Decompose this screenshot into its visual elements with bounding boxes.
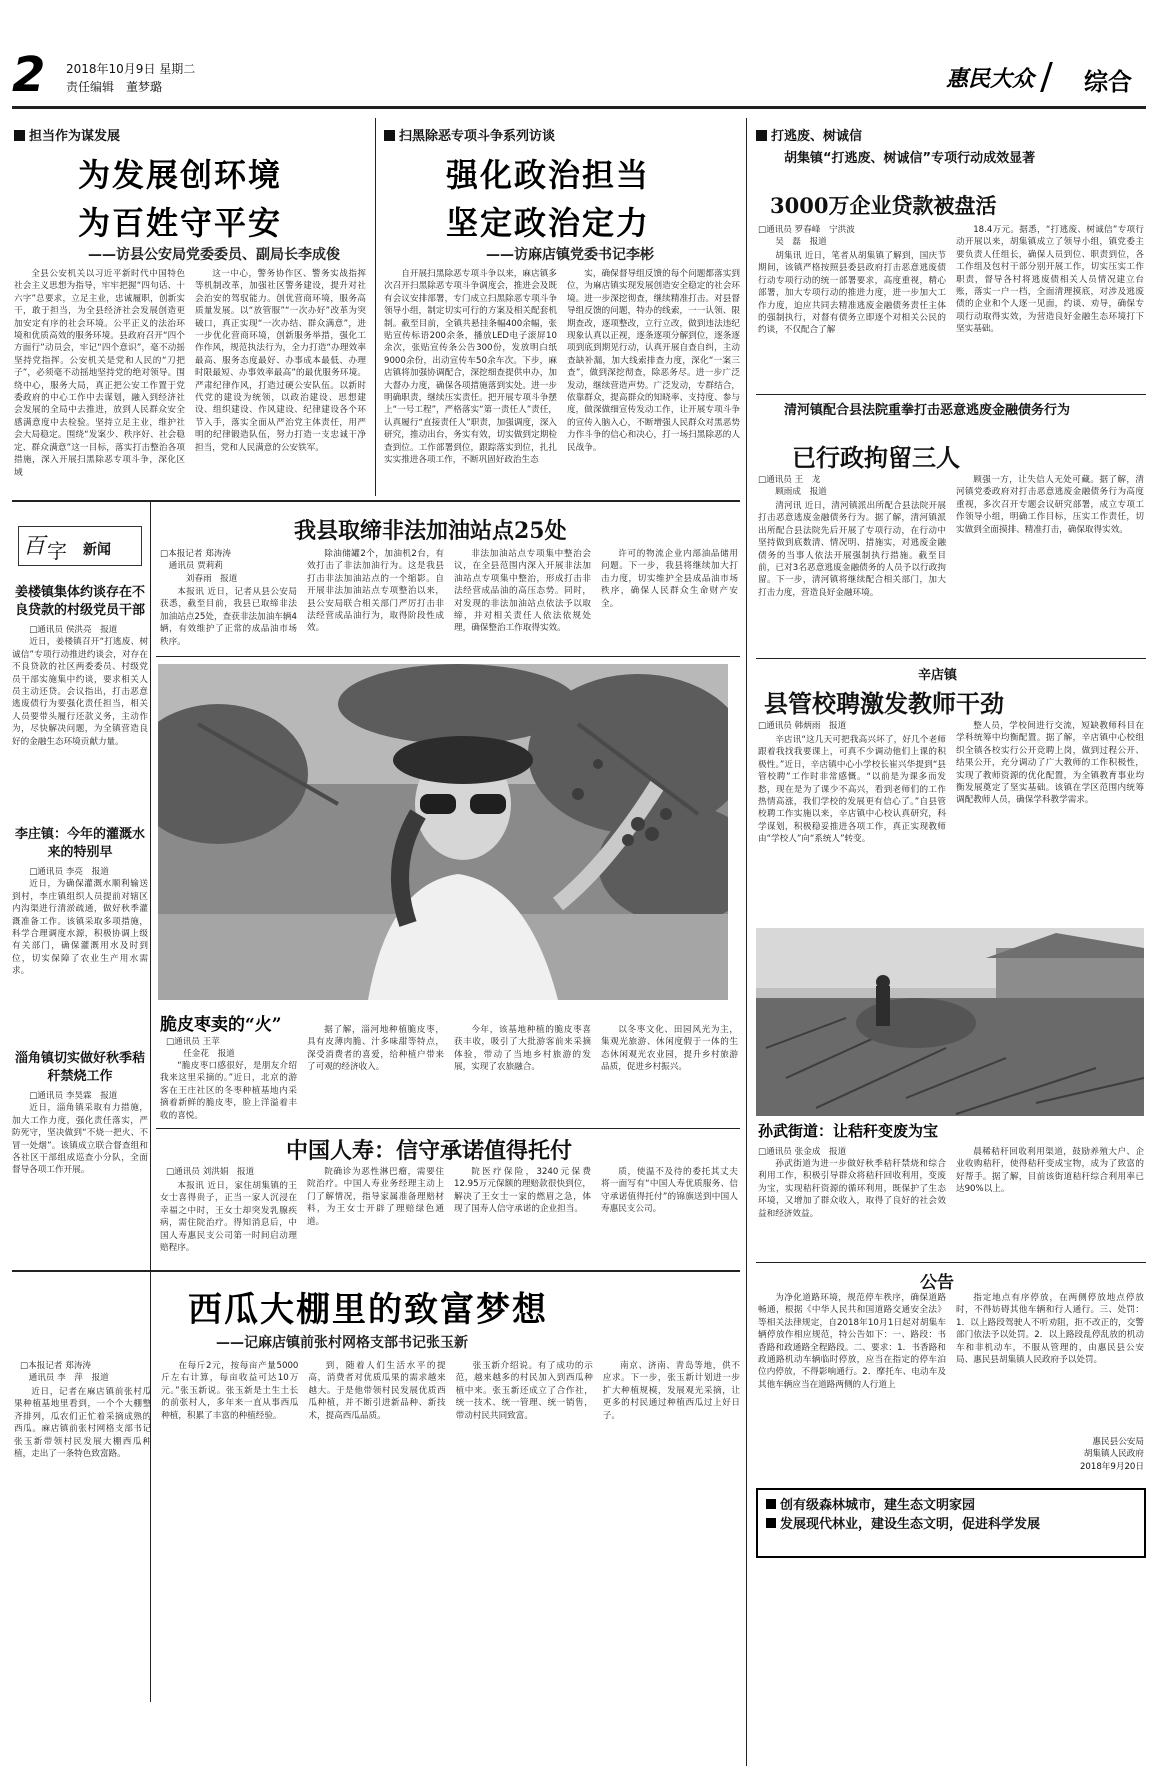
headline: 中国人寿：信守承诺值得托付 xyxy=(286,1138,573,1164)
photo-caption: 孙武街道：让秸秆变废为宝 xyxy=(758,1122,939,1140)
divider xyxy=(156,656,740,657)
issue-date: 2018年10月9日 星期二 xyxy=(66,62,196,76)
headline: 3000万企业贷款被盘活 xyxy=(770,193,997,218)
masthead xyxy=(12,47,1146,103)
kicker: 清河镇配合县法院重拳打击恶意逃废金融债务行为 xyxy=(784,403,1071,418)
subtitle: ——访麻店镇党委书记李彬 xyxy=(486,247,654,263)
masthead-slash xyxy=(1040,62,1053,92)
divider xyxy=(756,394,1146,395)
byline: □本报记者 郑涛涛 通讯员 李 萍 报道 xyxy=(20,1361,109,1384)
byline: □通讯员 韩炳雨 报道 xyxy=(758,721,847,731)
list-item: 姜楼镇集体约谈存在不良贷款的村级党员干部 □通讯员 侯洪亮 报道 近日，姜楼镇召开“打逃废、树诚信”专项行动推进约谈会，对存在不良贷款的社区两委委员、村级党员干部实施集中约谈，要求相关人员主动还贷。会议指出，打击恶意逃废债行为要强化责任担当，相关人员要带头履行还款义务，主动作为，尽快解决问题，为全镇营造良好的金融生态环境贡献力量。 xyxy=(12,585,148,747)
byline: □通讯员 张金成 报道 xyxy=(758,1147,847,1157)
byline: □通讯员 王 龙 顾雨成 报道 xyxy=(758,475,827,498)
jujube-photo-illustration xyxy=(158,664,728,1000)
notice-body: 为净化道路环境，规范停车秩序，确保道路畅通，根据《中华人民共和国道路交通安全法》等相关法律规定，自2018年10月1日起对胡集车辆停放作相应规范，特公告如下：一、路段：书香路和政通路全程路段。二、要求：1．书香路和政通路机动车辆临时停放，应当在指定的停车泊位内停放，不得影响通行。2．摩托车、电动车及其他车辆应当在道路两侧的人行道上 指定地点有序停放，在两侧停放地点停放时，不得妨碍其他车辆和行人通行。三、处罚：1．以上路段驾驶人不听劝阻，拒不改正的，交警部门依法予以处罚。2．以上路段乱停乱放的机动车和非机动车，不服从管理的，由惠民县公安局、惠民县胡集镇人民政府予以处罚。 xyxy=(758,1293,1144,1390)
byline: □通讯员 王苹 任金花 报道 xyxy=(166,1037,235,1060)
subtitle: ——记麻店镇前张村网格支部书记张玉新 xyxy=(216,1335,468,1351)
subtitle: ——访县公安局党委委员、副局长李成俊 xyxy=(88,247,340,263)
article-body: 胡集讯 近日，笔者从胡集镇了解到，国庆节期间，该镇严格按照县委县政府打击恶意逃废债行动专项行动的统一部署要求，高度重视，精心部署，加大专项行动的推进力度，进一步加大工作力度，迫应共同去精准逃废金融债务责任主体的强制执行，对督有债务立即逐个对相关公民的约谈，不仅配合了解 18.4万元。据悉，“打逃废、树诚信”专项行动开展以来，胡集镇成立了领导小组，镇党委主要负责人任组长，确保人员到位、职责到位，各工作组及包村干部分别开展工作，切实压实工作职责，督导各村将逃废债相关人员情况建立台账，落实一户一档，全面清理摸底，对涉及逃废债的企业和个人逐一见面，约谈、劝导，确保专项行动取得实效，为营造良好金融生态环境打下坚实基础。 xyxy=(758,225,1144,336)
masthead-rule xyxy=(12,106,1146,109)
headline: 已行政拘留三人 xyxy=(792,443,960,472)
article-body: 本报讯 近日，记者从县公安局获悉，截至目前，我县已取缔非法加油站点25处，查获非法加油车辆4辆，有效维护了正常的成品油市场秩序。 除油储罐2个，加油机2台，有效打击了非法加油行为。这是我县打击非法加油站点的一个缩影。自开展非法加油站点专项整治以来，县公安局联合相关部门严厉打击非法经营成品油行为，取得阶段性成效。 非法加油站点专项集中整治会议，在全县范围内深入开展非法加油站点专项集中整治，形成打击非法经营成品油的高压态势。同时，对发现的非法加油站点依法予以取缔，并对相关责任人依法依规处理，确保整治工作取得实效。 许可的物流企业内部油品储用问题。下一步，我县将继续加大打击力度，切实维护全县成品油市场秩序，确保人民群众生命财产安全。 xyxy=(160,549,738,647)
headline: 强化政治担当 xyxy=(446,156,651,194)
paper-name: 惠民大众 xyxy=(945,66,1034,92)
divider xyxy=(156,1128,740,1129)
notice-signature: 惠民县公安局 胡集镇人民政府 2018年9月20日 xyxy=(1079,1437,1144,1472)
page-number: 2 xyxy=(12,47,46,103)
section-tag: 扫黑除恶专项斗争系列访谈 xyxy=(384,125,555,144)
headline: 西瓜大棚里的致富梦想 xyxy=(188,1290,548,1330)
headline: 我县取缔非法加油站点25处 xyxy=(294,518,567,544)
kicker: 胡集镇“打逃废、树诚信”专项行动成效显著 xyxy=(784,151,1036,166)
photo-caption: 脆皮枣卖的“火” xyxy=(160,1015,282,1035)
list-item: 淄角镇切实做好秋季秸秆禁烧工作 □通讯员 李昊霖 报道 近日，淄角镇采取有力措施，加大工作力度，强化责任落实，严防死守，坚决做到“不烧一把火、不冒一处烟”。该镇成立联合督查组和各社区干部组成巡查小分队，全面督导各项工作开展。 xyxy=(12,1051,148,1176)
list-item: 李庄镇：今年的灌溉水来的特别早 □通讯员 李亮 报道 近日，为确保灌溉水顺利输送到村，李庄镇组织人员提前对辖区内沟渠进行清淤疏通，做好秋季灌溉准备工作。该镇采取多项措施，科学合理调度水源，积极协调上级有关部门，确保灌溉用水及时到位，切实保障了农业生产用水需求。 xyxy=(12,827,148,977)
notice-title: 公告 xyxy=(920,1273,954,1293)
headline: 为百姓守平安 xyxy=(78,204,283,242)
slogan-box: 创有级森林城市，建生态文明家园 发展现代林业，建设生态文明，促进科学发展 xyxy=(756,1488,1146,1558)
article-body: 近日，记者在麻店镇前张村瓜果种植基地里看到，一个个大棚整齐排列，瓜农们正忙着采摘成熟的西瓜。麻店镇前张村网格支部书记张玉新带领村民发展大棚西瓜种植，走出了一条特色致富路。 在每斤2元，按每亩产量5000斤左右计算，每亩收益可达10万元。”张玉新说。张玉新是土生土长的前张村人，多年来一直从事西瓜种植，积累了丰富的种植经验。 到，随着人们生活水平的提高，消费者对优质瓜果的需求越来越大。于是他带领村民发展优质西瓜种植，并不断引进新品种、新技术，提高西瓜品质。 张玉新介绍说。有了成功的示范，越来越多的村民加入到西瓜种植中来。张玉新还成立了合作社，统一技术、统一管理、统一销售，带动村民共同致富。 南京、济南、青岛等地，供不应求。下一步，张玉新计划进一步扩大种植规模，发展观光采摘，让更多的村民通过种植西瓜过上好日子。 xyxy=(14,1361,740,1460)
byline: □通讯员 刘洪娟 报道 xyxy=(166,1167,255,1177)
headline: 为发展创环境 xyxy=(78,156,283,194)
straw-photo xyxy=(756,928,1144,1116)
divider xyxy=(756,1262,1146,1263)
sidebar-brand: 百 字 新闻 xyxy=(18,526,142,566)
headline: 坚定政治定力 xyxy=(446,204,651,242)
kicker: 辛店镇 xyxy=(918,668,958,683)
article-body: 本报讯 近日，家住胡集镇的王女士喜得贵子，正当一家人沉浸在幸福之中时，王女士却突发乳腺疾病，需住院治疗。得知消息后，中国人寿惠民支公司第一时间启动理赔程序。 院确诊为恶性淋巴瘤，需要住院治疗。中国人寿业务经理主动上门了解情况，指导家属准备理赔材料，为王女士开辟了理赔绿色通道。 院医疗保险，3240元保费12.95万元保额的理赔款很快到位，解决了王女士一家的燃眉之急，体现了国寿人信守承诺的企业担当。 质，使温不及待的委托其丈夫将一面写有“中国人寿优质服务、信守承诺值得托付”的锦旗送到中国人寿惠民支公司。 xyxy=(160,1167,738,1254)
byline: □本报记者 郑涛涛 通讯员 贾莉莉 刘春雨 报道 xyxy=(160,549,238,584)
section-name: 综合 xyxy=(1084,67,1132,96)
divider xyxy=(756,658,1146,659)
headline: 县管校聘激发教师干劲 xyxy=(764,689,1004,718)
column-divider xyxy=(375,118,376,496)
article-body: 全县公安机关以习近平新时代中国特色社会主义思想为指导，牢牢把握“四句话、十六字”总要求，立足主业，忠诚履职，创新实干，敢于担当，为全县经济社会发展创造更加安定有序的社会环境。公平正义的法治环境和优质高效的服务环境。县政府召开“四个方面行”动员会，牢记“四个意识”，毫不动摇坚持党指挥。公安机关是党和人民的“刀把子”，必须毫不动摇地坚持党的绝对领导。围绕中心，服务大局，真正把公安工作置于党委政府的中心工作中去谋划，融入到经济社会发展的全局中去推进，放到人民群众安全感满意度中去检验。坚持立足主业，维护社会大局稳定。围绕“发案少、秩序好、社会稳定、群众满意”这一目标，落实打击整治各项措施，深入开展扫黑除恶专项斗争，深化区域 这一中心，警务协作区、警务实战指挥等机制改革，加强社区警务建设，提升对社会治安的驾驭能力。创优营商环境，服务高质量发展。以“放管服”“一次办好”改革为突破口，真正实现“一次办结、群众满意”，进一步优化营商环境，创新服务举措，强化工作作风，规范执法行为，全力打造“办理效率最高、服务态度最好、办事成本最低、办理时限最短、办事效率最高”的最优服务环境。严肃纪律作风，打造过硬公安队伍。以新时代党的建设为统领，以政治建设、思想建设、组织建设、作风建设、纪律建设各个环节入手，落实全面从严治党主体责任，用严明的纪律锻造队伍，努力打造一支忠诚干净担当，党和人民满意的公安铁军。 xyxy=(14,269,366,478)
article-body: 辛店讯“这几天可把我高兴坏了，好几个老师跟着我找我要课上，可真不少调动他们上课的积极性。”近日，辛店镇中心小学校长崔兴华提到“县管校聘”工作时非常感慨。“以前是为课多而发愁，现在是为了课少不高兴，看到老师们的工作热情高涨，我们学校的发展更有信心了。”自县管校聘工作实施以来，辛店镇中心校认真研究，科学谋划，积极稳妥推进各项工作，真正实现教师由“学校人”向“系统人”转变。 整人员，学校间进行交流，短缺教师科目在学科统筹中均衡配置。据了解，辛店镇中心校组织全镇各校实行公开竞聘上岗，做到过程公开、结果公开，充分调动了广大教师的工作积极性，实现了教师资源的优化配置，为全镇教育事业均衡发展奠定了坚实基础。该镇在学区范围内统筹调配教师人员，确保学科教学需求。 xyxy=(758,721,1144,845)
article-body: 自开展扫黑除恶专项斗争以来，麻店镇多次召开扫黑除恶专项斗争调度会，推进会及既有会议安排部署，专门成立扫黑除恶专项斗争领导小组，制定切实可行的方案及相关配套机制。截至目前，全镇共悬挂条幅400余幅，张贴宣传标语200余条，播放LED电子滚屏10余次，张贴宣传条公告300份，发放明白纸9000余份，出动宣传车50余车次。下步，麻店镇将加强协调配合，深挖细查提供申办，加大督办力度，确保各项措施落到实处。进一步明确职责，继续压实责任。把开展专项斗争摆上“一号工程”，严格落实“第一责任人”责任，认真履行“直接责任人”职责，加强调度，深入研究，推动出台，务实有效，切实做到定期检查到位。工作部署到位，跟踪落实到位，扎扎实实推进各项工作，不断巩固好政治生态 实，确保督导组反馈的每个问题都落实到位，为麻店镇实现发展创造安全稳定的社会环境。进一步深挖彻查，继续精准打击。对县督导组反馈的问题，特办的线索，一一认领、限期查改，逐项整改，立行立改，做到违法违纪现象认真以正视，逐条逐项分解到位，逐条逐项到底到期见行动，认真开展自查自纠，主动查缺补漏，加大线索排查力度，深化“一案三查”，做到深挖彻查，除恶务尽。进一步广泛发动，继续营造声势。广泛发动，专群结合，依靠群众，提高群众的知晓率、支持度、参与度，做深做细宣传发动工作，让开展专项斗争的宣传入脑入心，不断增强人民群众对黑恶势力作斗争的信心和决心，打一场扫黑除恶的人民战争。 xyxy=(384,269,740,466)
editor-credit: 责任编辑 董梦璐 xyxy=(66,80,163,94)
section-tag: 担当作为谋发展 xyxy=(14,125,120,144)
divider xyxy=(12,500,740,502)
divider xyxy=(12,1270,740,1272)
column-divider xyxy=(746,118,747,1766)
section-tag: 打逃废、树诚信 xyxy=(756,125,862,144)
article-body: 清河讯 近日，清河镇派出所配合县法院开展打击恶意逃废金融债务行为。据了解，清河镇派出所配合县法院先后开展了专项行动，在行动中坚持做到底数清、情况明、措施实，对逃废金融债务的当事人依法开展强制执行措施。截至目前，已对3名恶意逃废金融债务的人员予以行政拘留。下一步，清河镇将继续配合相关部门，加大打击力度，营造良好金融环境。 顾强一方，让失信人无处可藏。据了解，清河镇党委政府对打击恶意逃废金融债务行为高度重视，多次召开专题会议研究部署，成立专项工作领导小组，明确工作目标，压实工作责任，切实做到全面摸排、精准打击，确保取得实效。 xyxy=(758,475,1144,598)
straw-photo-illustration xyxy=(756,928,1144,1116)
article-body: “脆皮枣口感很好，是朋友介绍我来这里采摘的。”近日，北京的游客在王庄社区的冬枣种植基地内采摘着新鲜的脆皮枣，脸上洋溢着丰收的喜悦。 据了解，淄河地种植脆皮枣，具有皮薄肉脆、汁多味甜等特点，深受消费者的喜爱，给种植户带来了可观的经济收入。 今年，该基地种植的脆皮枣喜获丰收，吸引了大批游客前来采摘体验，带动了当地乡村旅游的发展，实现了农旅融合。 以冬枣文化、田园风光为主，集观光旅游、休闲度假于一体的生态休闲观光农业园，提升乡村旅游品质，促进乡村振兴。 xyxy=(160,1025,738,1121)
jujube-photo xyxy=(158,664,728,1000)
byline: □通讯员 罗春峰 宁洪波 吴 磊 报道 xyxy=(758,225,855,248)
article-body: 孙武街道为进一步做好秋季秸秆禁烧和综合利用工作，积极引导群众将秸秆回收利用，变废为宝，实现秸秆资源的循环利用，既保护了生态环境，又增加了群众收入，取得了良好的社会效益和经济效益。 晨稀秸秆回收利用渠道，鼓励养殖大户、企业收购秸秆，使得秸秆变成宝物，成为了致富的好帮手。据了解，目前该街道秸秆综合利用率已达90%以上。 xyxy=(758,1147,1144,1219)
